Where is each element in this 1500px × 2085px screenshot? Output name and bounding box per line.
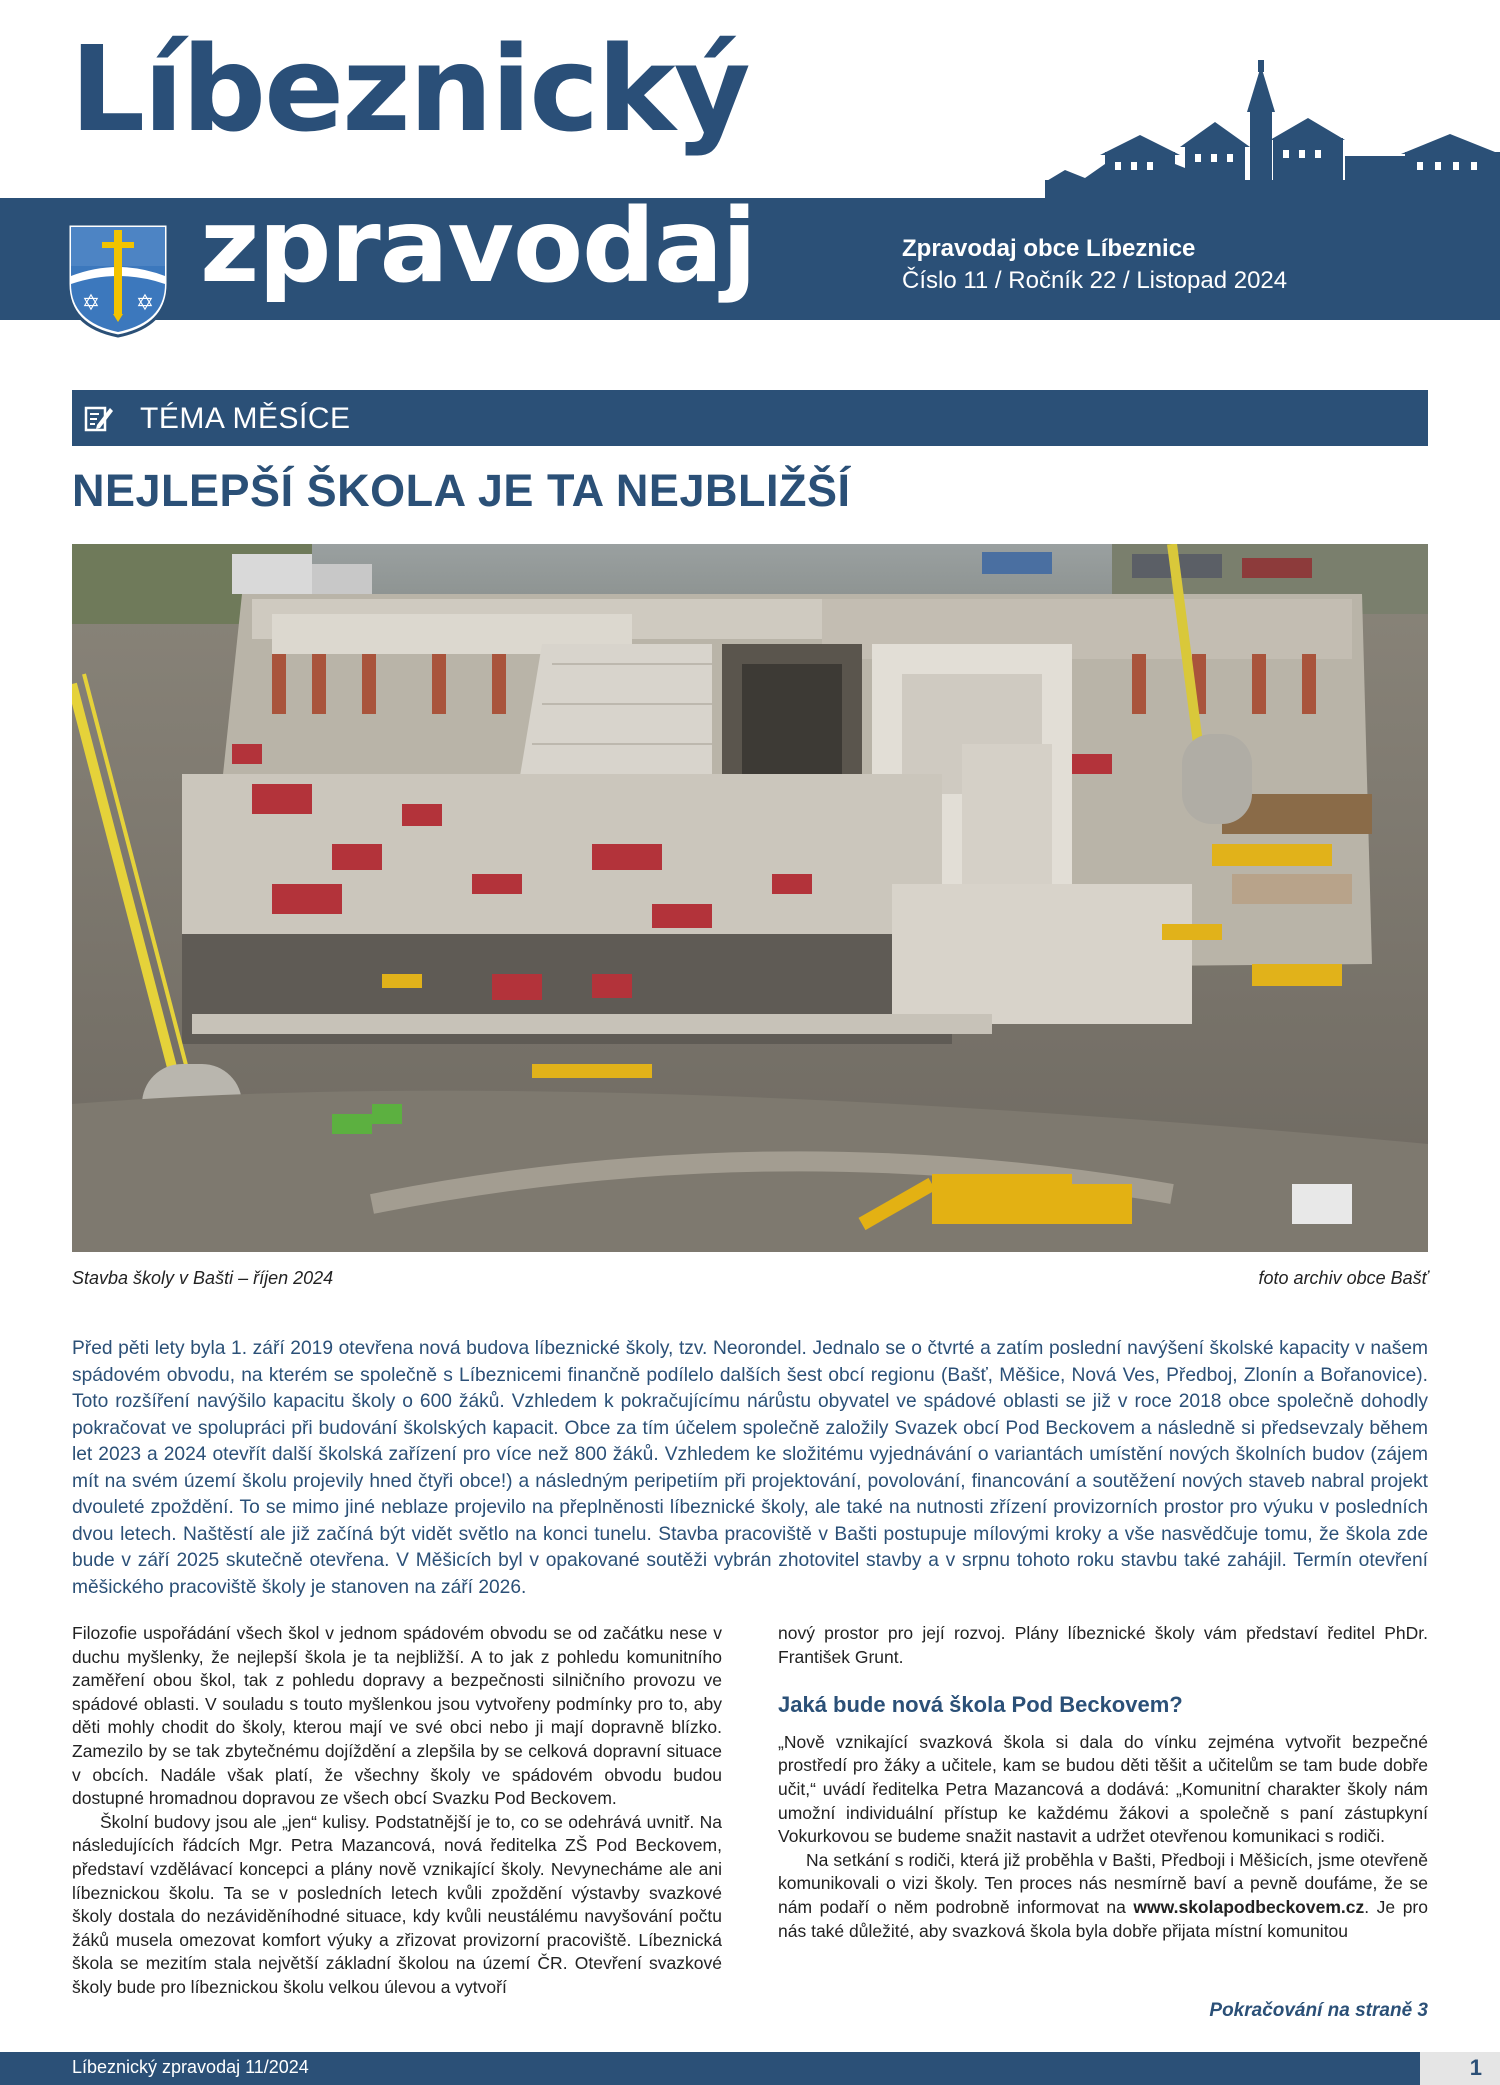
left-paragraph-2: Školní budovy jsou ale „jen“ kulisy. Podstatnější je to, co se odehrává uvnitř. Na následujících řádcích Mgr. Petra Mazancová, nová ředitelka ZŠ Pod Beckovem, představí vzdělávací koncepci a plány nově vznikající školy. Nevynecháme ale ani líbeznickou školu. Ta se v posledních letech kvůli zpoždění výstavby svazkové školy dostala do nezáviděníhodné situace, kdy kvůli neustálému navyšování počtu žáků musela omezovat komfort výuky a zřizovat provizorní pracoviště. Líbeznická škola se mezitím stala největší základní školou na území ČR. Otevření svazkové školy bude pro líbeznickou školu velkou úlevou a vytvoří [72,1811,722,1997]
right-paragraph-3-start: Na setkání s rodiči, která již proběhla v Bašti, Předboji i Měšicích, jsme otevřeně komunikovali o vizi školy. Ten proces nás nesmírně baví a pevně doufáme, že se nám podaří o něm podrobně informovat na [778,1849,1428,1917]
section-subheading: Jaká bude nová škola Pod Beckovem? [778,1692,1183,1718]
lead-paragraph: Před pěti lety byla 1. září 2019 otevřena nová budova líbeznické školy, tzv. Neorondel. Jednalo se o čtvrté a zatím poslední navýšení školské kapacity v našem spádovém obvodu, na kterém se společně s Líbeznicemi finančně podílelo dalších šest obcí regionu (Bašť, Měšice, Nová Ves, Předboj, Zlonín a Bořanovice). Toto rozšíření navýšilo kapacitu školy o 600 žáků. Vzhledem k pokračujícímu nárůstu obyvatel ve spádové oblasti se již v roce 2018 obce společně dohodly pokračovat ve spolupráci při budování školských kapacit. Obce za tím účelem společně založily Svazek obcí Pod Beckovem a následně si předsevzaly během let 2023 a 2024 otevřít další školská zařízení pro více než 800 žáků. Vzhledem ke složitému vyjednávání o variantách umístění nových školních budov (zájem mít na svém území školu projevily hned čtyři obce!) a následným peripetiím při projektování, povolování, financování a soutěžení nových staveb nabral projekt dvouleté zpoždění. To se mimo jiné neblaze projevilo na přeplněnosti líbeznické školy, ale také na nutnosti zřízení provizorních prostor pro výuku v posledních dvou letech. Naštěstí ale již začíná být vidět světlo na konci tunelu. Stavba pracoviště v Bašti postupuje mílovými kroky a vše nasvědčuje tomu, že škola zde bude v září 2025 skutečně otevřena. V Měšicích byl v opakované soutěži vybrán zhotovitel stavby a v srpnu tohoto roku stavbu také zahájil. Termín otevření měšického pracoviště školy je stanoven na září 2026. [72,1338,1428,1598]
school-website-link[interactable]: www.skolapodbeckovem.cz [1133,1896,1365,1917]
right-paragraph-1: nový prostor pro její rozvoj. Plány líbeznické školy vám představí ředitel PhDr. František Grunt. [778,1623,1428,1667]
coat-of-arms-icon [66,222,170,338]
footer-issue: Líbeznický zpravodaj 11/2024 [72,2057,309,2077]
construction-site-photo [72,544,1428,1252]
right-column [778,1622,1428,1943]
right-paragraph-3 [778,1849,1428,1943]
left-paragraph-1: Filozofie uspořádání všech škol v jednom spádovém obvodu se od začátku nese v duchu myšlenky, že nejlepší škola je ta nejbližší. A to jak z pohledu komunitního zaměření obou škol, tak z pohledu dopravy a bezpečnosti silničního provozu ve spádové oblasti. V souladu s touto myšlenkou jsou vytvořeny podmínky pro to, aby děti mohly chodit do školy, kterou mají ve své obci nebo ji mají dopravně blízko. Zamezilo by se tak zbytečnému dojíždění a zlepšila by se celková dopravní situace v obcích. Nadále však platí, že všechny školy ve spádovém obvodu budou dostupné hromadnou dopravou ze všech obcí Svazku Pod Beckovem. [72,1623,722,1809]
page-number: 1 [1469,2055,1482,2080]
village-skyline-illustration [1045,60,1500,200]
theme-label: TÉMA MĚSÍCE [140,402,351,435]
newsletter-name: Zpravodaj obce Líbeznice [902,235,1196,262]
issue-number: Číslo 11 / Ročník 22 / Listopad 2024 [902,267,1288,294]
edit-note-icon [84,403,114,433]
issue-info [902,233,1287,297]
svg-text:✡: ✡ [135,291,155,316]
svg-text:✡: ✡ [81,291,101,316]
masthead-subtitle-word: zpravodaj [200,187,756,306]
right-paragraph-2: „Nově vznikající svazková škola si dala do vínku zejména vytvořit bezpečné prostředí pro žáky a učitele, kam se budou děti těšit a učitelům se tam bude dobře učit,“ uvádí ředitelka Petra Mazancová a dodává: „Komunitní charakter školy nám umožní individuální přístup ke každému žákovi a společně s paní zástupkyní Vokurkovou se budeme snažit nastavit a udržet otevřenou komunikaci s rodiči. [778,1731,1428,1847]
theme-bar [72,390,1428,446]
right-paragraph-3-end: . Je pro nás také důležité, aby svazková škola byla dobře přijata místní komunitou [778,1896,1428,1941]
footer-bar [0,2052,1420,2085]
continued-note: Pokračování na straně 3 [1209,2000,1428,2021]
photo-caption: Stavba školy v Bašti – říjen 2024 [72,1268,334,1288]
photo-credit: foto archiv obce Bašť [1258,1268,1428,1288]
page-number-box [1420,2052,1500,2085]
article-headline: NEJLEPŠÍ ŠKOLA JE TA NEJBLIŽŠÍ [72,465,851,516]
left-column [72,1622,722,2000]
masthead-title: Líbeznický [70,20,749,158]
